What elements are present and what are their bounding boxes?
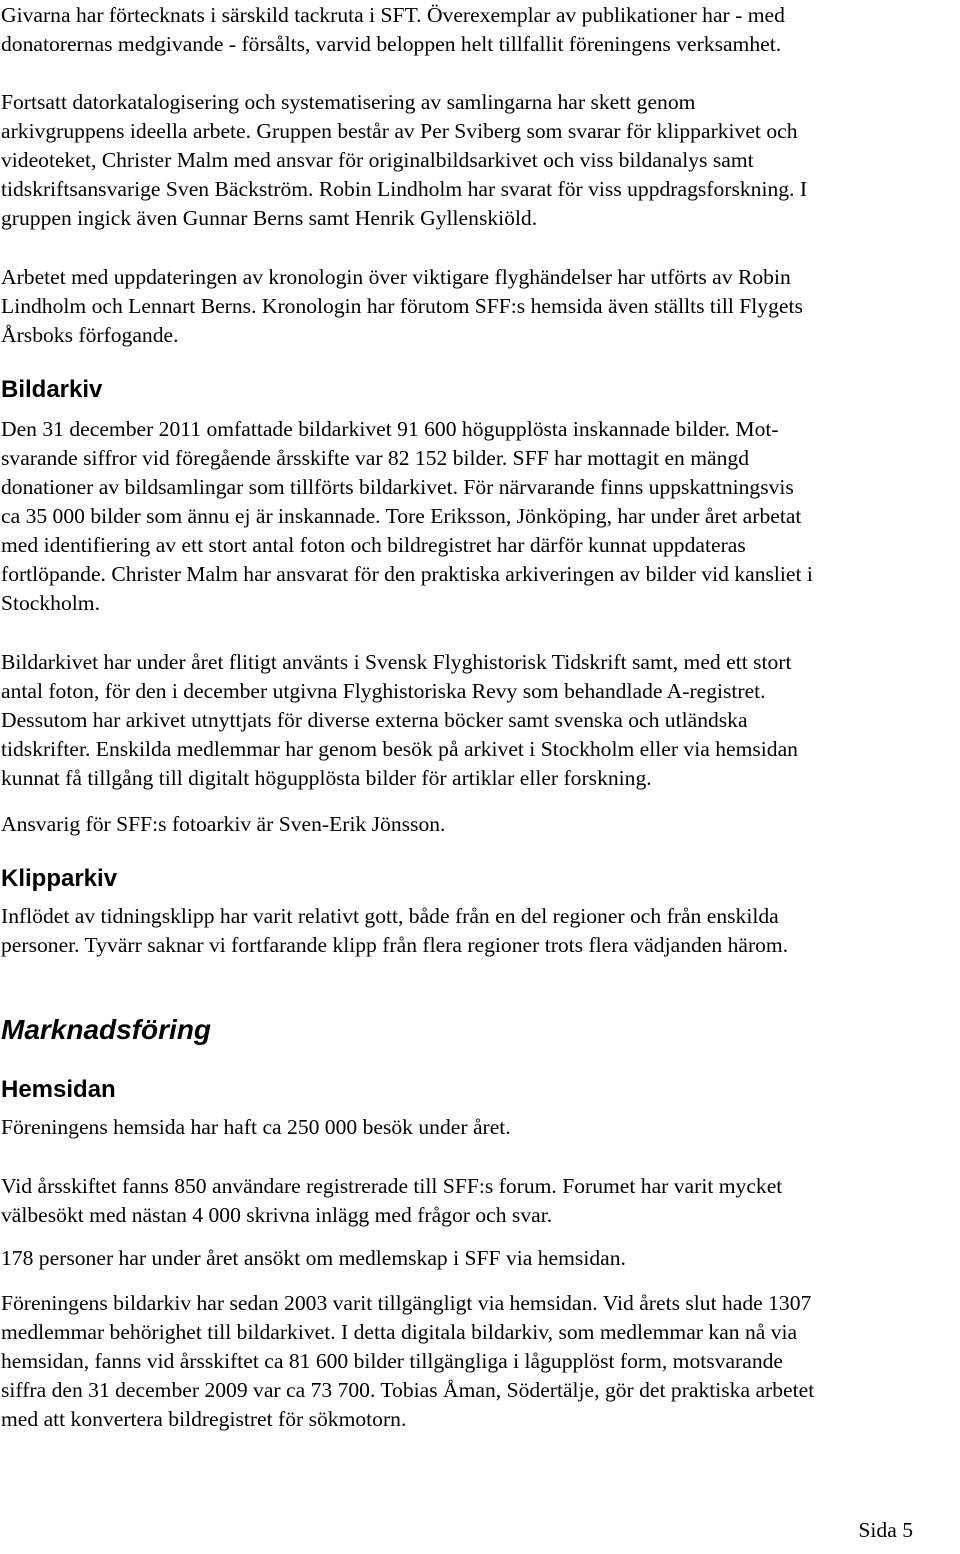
paragraph-fotoarkiv-responsible: Ansvarig för SFF:s fotoarkiv är Sven-Erik Jönsson.	[1, 812, 446, 836]
page-number: Sida 5	[858, 1518, 913, 1542]
heading-bildarkiv: Bildarkiv	[1, 376, 103, 403]
paragraph-bildarkiv-usage: Bildarkivet har under året flitigt använts i Svensk Flyghistorisk Tidskrift samt, med ett stort antal foton, för den i december utgivna Flyghistoriska Revy som behandlade A-registret. Dessutom har arkivet utnyttjats för diverse externa böcker samt svenska och utländska tidskrifter. Enskilda medlemmar har genom besök på arkivet i Stockholm eller via hemsidan kunnat få tillgång till digitalt högupplösta bilder för artiklar eller forskning.	[1, 650, 798, 790]
paragraph-archive-group: Fortsatt datorkatalogisering och systematisering av samlingarna har skett genom arkivgruppens ideella arbete. Gruppen består av Per Sviberg som svarar för klipparkivet och videoteket, Christer Malm med ansvar för originalbildsarkivet och viss bildanalys samt tidskriftsansvarige Sven Bäckström. Robin Lindholm har svarat för viss uppdragsforskning. I gruppen ingick även Gunnar Berns samt Henrik Gyllenskiöld.	[1, 90, 808, 230]
paragraph-donations: Givarna har förtecknats i särskild tackruta i SFT. Överexemplar av publikationer har - med donatorernas medgivande - försålts, varvid beloppen helt tillfallit föreningens verksamhet.	[1, 3, 785, 56]
paragraph-forum: Vid årsskiftet fanns 850 användare registrerade till SFF:s forum. Forumet har varit mycket välbesökt med nästan 4 000 skrivna inlägg med frågor och svar.	[1, 1174, 783, 1227]
heading-marknadsforing: Marknadsföring	[1, 1014, 212, 1045]
heading-hemsidan: Hemsidan	[1, 1076, 116, 1103]
paragraph-bildarkiv-status: Den 31 december 2011 omfattade bildarkivet 91 600 högupplösta inskannade bilder. Mot- svarande siffror vid föregående årsskifte var 82 152 bilder. SFF har mottagit en mängd donationer av bildsamlingar som tillförts bildarkivet. För närvarande finns uppskattningsvis ca 35 000 bilder som ännu ej är inskannade. Tore Eriksson, Jönköping, har under året arbetat med identifiering av ett stort antal foton och bildregistret har därför kunnat uppdateras fortlöpande. Christer Malm har ansvarat för den praktiska arkiveringen av bilder vid kansliet i Stockholm.	[1, 417, 813, 615]
paragraph-digital-bildarkiv: Föreningens bildarkiv har sedan 2003 varit tillgängligt via hemsidan. Vid årets slut hade 1307 medlemmar behörighet till bildarkivet. I detta digitala bildarkiv, som medlemmar kan nå via hemsidan, fanns vid årsskiftet ca 81 600 bilder tillgängliga i lågupplöst form, motsvarande siffra den 31 december 2009 var ca 73 700. Tobias Åman, Södertälje, gör det praktiska arbetet med att konvertera bildregistret för sökmotorn.	[1, 1291, 815, 1431]
paragraph-klipparkiv: Inflödet av tidningsklipp har varit relativt gott, både från en del regioner och från enskilda personer. Tyvärr saknar vi fortfarande klipp från flera regioner trots flera vädjanden härom.	[1, 904, 789, 957]
paragraph-visits: Föreningens hemsida har haft ca 250 000 besök under året.	[1, 1115, 511, 1139]
paragraph-chronology: Arbetet med uppdateringen av kronologin över viktigare flyghändelser har utförts av Robin Lindholm och Lennart Berns. Kronologin har förutom SFF:s hemsida även ställts till Flygets Årsboks förfogande.	[1, 265, 803, 347]
heading-klipparkiv: Klipparkiv	[1, 865, 118, 892]
paragraph-membership: 178 personer har under året ansökt om medlemskap i SFF via hemsidan.	[1, 1246, 626, 1270]
